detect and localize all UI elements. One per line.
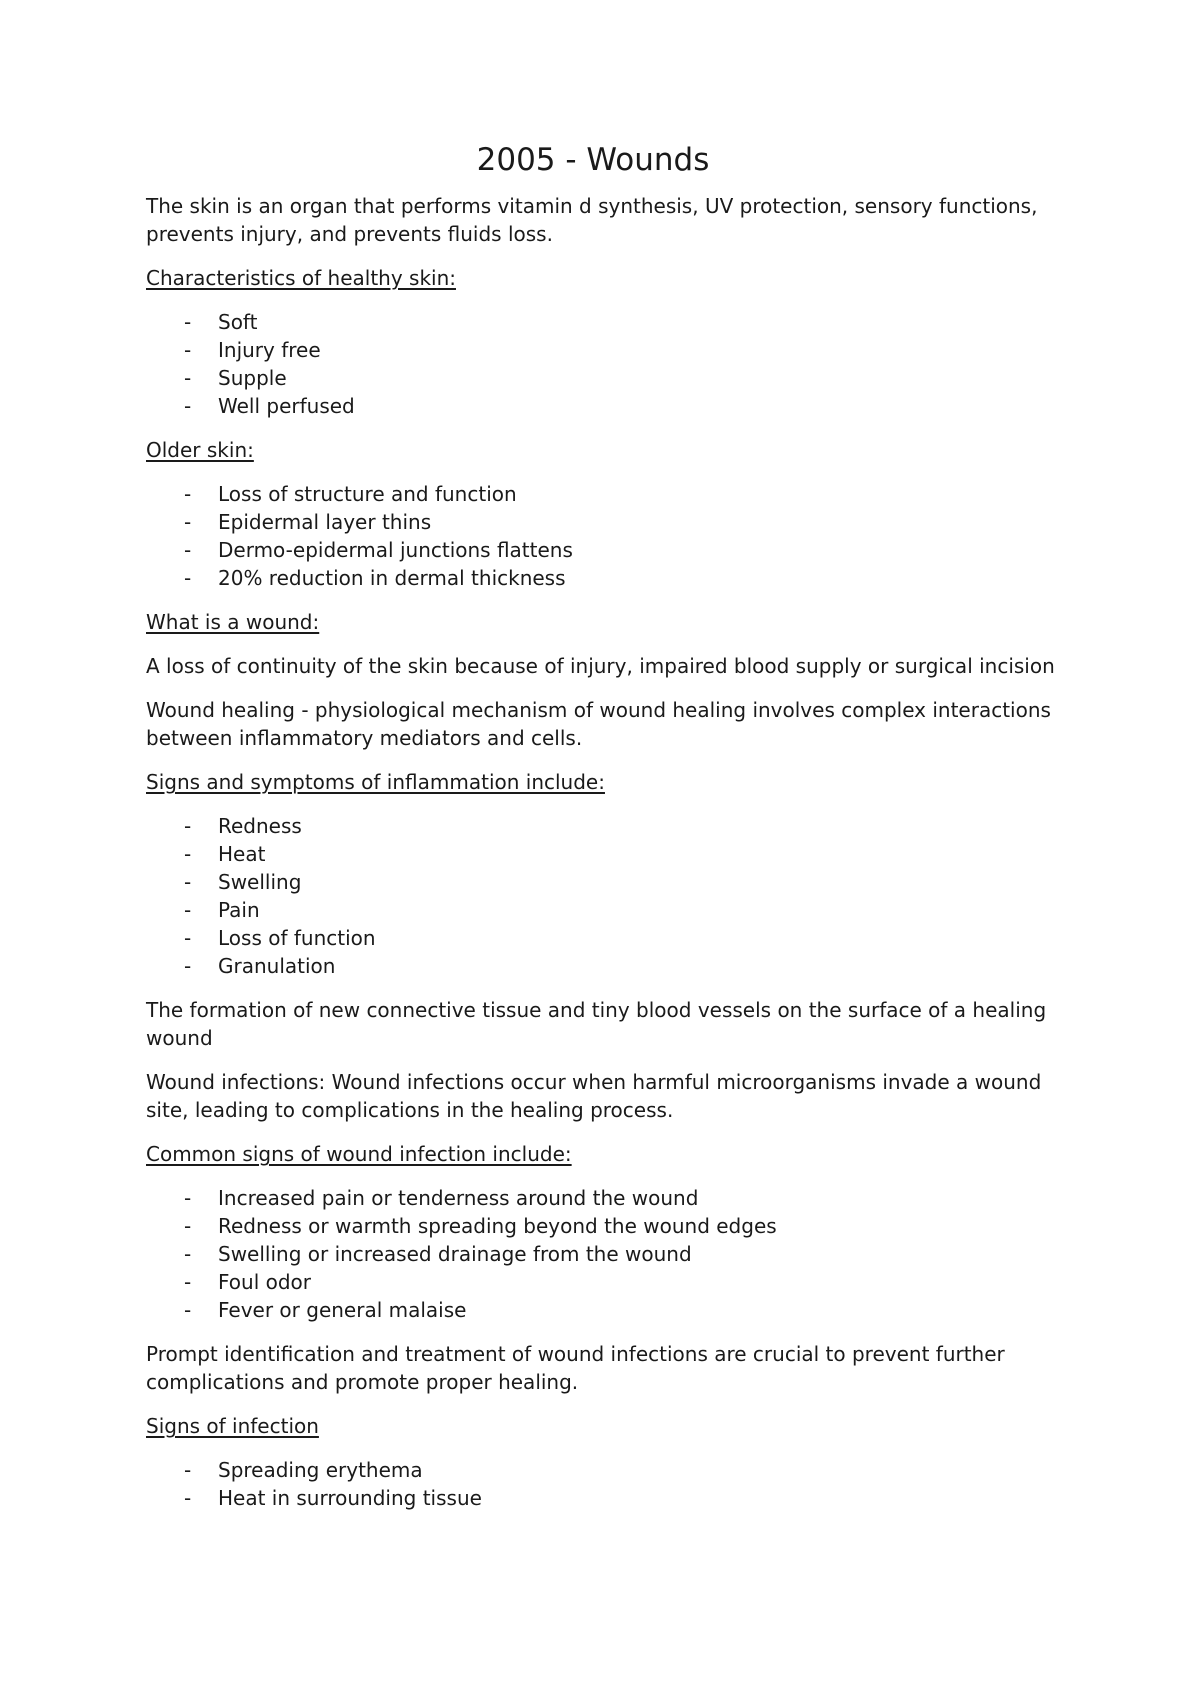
list-item: - Swelling or increased drainage from the wound	[146, 1240, 1076, 1268]
page-title: 2005 - Wounds	[476, 142, 710, 178]
healthy-skin-heading: Characteristics of healthy skin:	[146, 266, 456, 290]
list-item: - Swelling	[146, 868, 1076, 896]
list-item: - Granulation	[146, 952, 1076, 980]
older-skin-list	[146, 480, 1076, 592]
granulation-paragraph: The formation of new connective tissue and tiny blood vessels on the surface of a healing wound	[146, 998, 1047, 1050]
list-item: - Heat in surrounding tissue	[146, 1484, 1076, 1512]
wound-heading: What is a wound:	[146, 610, 320, 634]
list-item: - Fever or general malaise	[146, 1296, 1076, 1324]
infections-paragraph: Wound infections: Wound infections occur when harmful microorganisms invade a wound site, leading to complications in the healing process.	[146, 1070, 1042, 1122]
list-item: - Redness or warmth spreading beyond the wound edges	[146, 1212, 1076, 1240]
list-item: - Spreading erythema	[146, 1456, 1076, 1484]
list-item: - 20% reduction in dermal thickness	[146, 564, 1076, 592]
list-item: - Loss of function	[146, 924, 1076, 952]
list-item: - Pain	[146, 896, 1076, 924]
list-item: - Heat	[146, 840, 1076, 868]
wound-definition: A loss of continuity of the skin because of injury, impaired blood supply or surgical incision	[146, 654, 1055, 678]
infection-signs-list	[146, 1184, 1076, 1324]
list-item: - Soft	[146, 308, 1076, 336]
list-item: - Redness	[146, 812, 1076, 840]
intro-paragraph: The skin is an organ that performs vitamin d synthesis, UV protection, sensory functions, prevents injury, and prevents fluids loss.	[146, 194, 1038, 246]
list-item: - Supple	[146, 364, 1076, 392]
list-item: - Well perfused	[146, 392, 1076, 420]
list-item: - Epidermal layer thins	[146, 508, 1076, 536]
inflammation-list	[146, 812, 1076, 980]
list-item: - Injury free	[146, 336, 1076, 364]
healthy-skin-list	[146, 308, 1076, 420]
document-page	[146, 140, 1076, 1528]
list-item: - Increased pain or tenderness around the wound	[146, 1184, 1076, 1212]
infection-signs-heading: Common signs of wound infection include:	[146, 1142, 572, 1166]
list-item: - Dermo-epidermal junctions flattens	[146, 536, 1076, 564]
inflammation-heading: Signs and symptoms of inflammation include:	[146, 770, 605, 794]
list-item: - Loss of structure and function	[146, 480, 1076, 508]
signs-of-infection-list	[146, 1456, 1076, 1512]
wound-healing-paragraph: Wound healing - physiological mechanism of wound healing involves complex interactions between inflammatory mediators and cells.	[146, 698, 1051, 750]
list-item: - Foul odor	[146, 1268, 1076, 1296]
signs-of-infection-heading: Signs of infection	[146, 1414, 319, 1438]
older-skin-heading: Older skin:	[146, 438, 254, 462]
prompt-paragraph: Prompt identification and treatment of wound infections are crucial to prevent further complications and promote proper healing.	[146, 1342, 1005, 1394]
